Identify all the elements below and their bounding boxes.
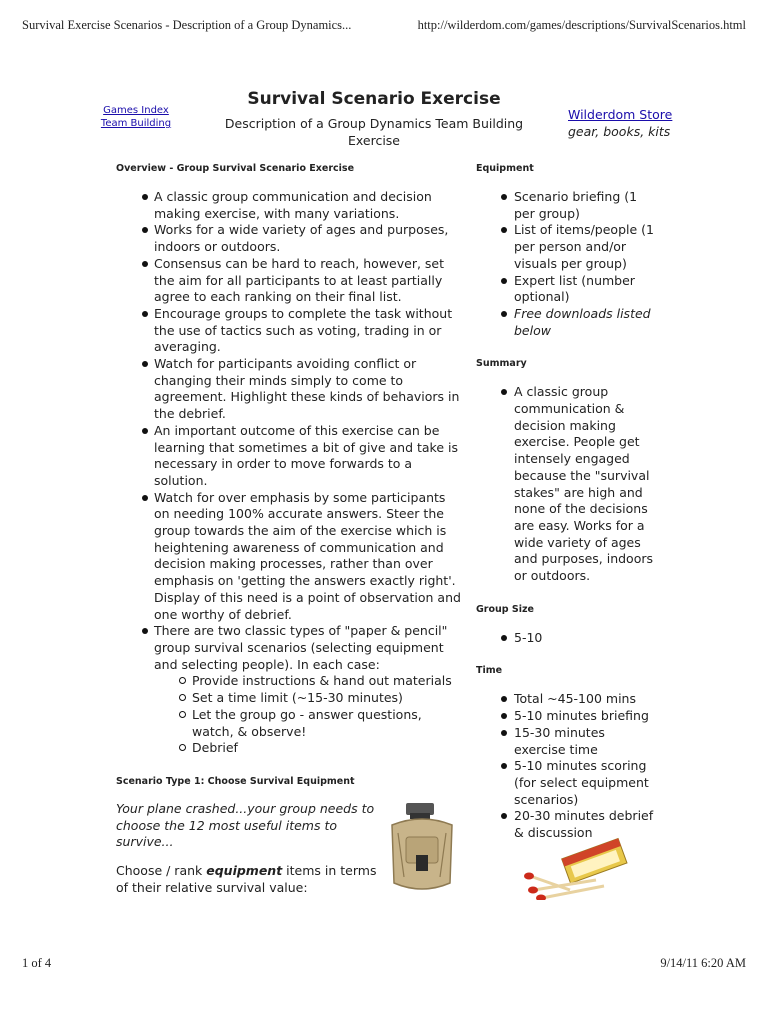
store-tagline: gear, books, kits <box>568 124 671 139</box>
print-datetime: 9/14/11 6:20 AM <box>660 956 746 970</box>
group-size-heading: Group Size <box>476 603 534 615</box>
list-item: Consensus can be hard to reach, however, set the aim for all participants to at least partially agree to each ranking on their final list. <box>154 256 462 306</box>
equipment-heading: Equipment <box>476 163 534 174</box>
time-list <box>476 691 656 841</box>
print-header-title: Survival Exercise Scenarios - Description of a Group Dynamics... <box>22 18 352 32</box>
equipment-list <box>476 189 656 339</box>
scenario-heading: Scenario Type 1: Choose Survival Equipment <box>116 775 355 787</box>
list-item: 5-10 <box>514 630 656 647</box>
group-size-list <box>476 630 656 647</box>
page-title: Survival Scenario Exercise <box>247 89 501 109</box>
list-item: 20-30 minutes debrief & discussion <box>514 808 656 841</box>
list-item: 5-10 minutes scoring (for select equipment scenarios) <box>514 758 656 808</box>
games-index-link[interactable]: Games Index <box>103 105 169 116</box>
list-item: A classic group communication and decision making exercise, with many variations. <box>154 189 462 222</box>
scenario-instruction <box>116 863 378 896</box>
list-item: List of items/people (1 per person and/or visuals per group) <box>514 222 656 272</box>
left-nav <box>100 104 172 130</box>
steps-list <box>154 673 462 757</box>
list-item: Free downloads listed below <box>514 306 656 339</box>
list-item: Set a time limit (~15-30 minutes) <box>192 690 462 707</box>
page-number: 1 of 4 <box>22 956 52 970</box>
list-item <box>154 623 462 757</box>
scenario-intro: Your plane crashed...your group needs to choose the 12 most useful items to survive... <box>116 800 375 850</box>
summary-list <box>476 384 656 584</box>
side-column <box>476 162 656 860</box>
instruction-pre: Choose / rank <box>116 863 207 879</box>
print-header <box>22 18 746 38</box>
list-item-text: There are two classic types of "paper & pencil" group survival scenarios (selecting equipment and selecting people). In each case: <box>154 623 448 672</box>
list-item: Scenario briefing (1 per group) <box>514 189 656 222</box>
list-item: A classic group communication & decision making exercise. People get intensely engaged because the "survival stakes" are high and none of the decisions are easy. Works for a wide variety of ages and purposes, indoors or outdoors. <box>514 384 656 584</box>
list-item: Watch for over emphasis by some participants on needing 100% accurate answers. Steer the group towards the aim of the exercise which is heightening awareness of communication and decision making processes, rather than over emphasis on 'getting the answers exactly right'. Display of this need is a point of observation and one worthy of debrief. <box>154 489 461 622</box>
page-subtitle: Description of a Group Dynamics Team Building Exercise <box>224 116 524 148</box>
time-heading: Time <box>476 665 503 677</box>
store-block <box>568 106 688 140</box>
list-item: Total ~45-100 mins <box>514 691 656 708</box>
list-item: An important outcome of this exercise can be learning that sometimes a bit of give and take is necessary in order to move forwards to a solution. <box>154 423 462 490</box>
main-column <box>116 162 462 908</box>
matches-image <box>524 836 634 900</box>
summary-heading: Summary <box>476 358 527 370</box>
list-item: 5-10 minutes briefing <box>514 708 656 725</box>
list-item: Watch for participants avoiding conflict or changing their minds simply to come to agreement. Highlight these kinds of behaviors in the debrief. <box>154 356 462 423</box>
print-footer <box>22 956 746 976</box>
canteen-image <box>384 803 460 893</box>
instruction-post: items in terms of their relative survival value: <box>116 863 377 895</box>
overview-list <box>116 189 462 757</box>
scenario-body <box>116 801 462 897</box>
list-item: Let the group go - answer questions, watch, & observe! <box>192 707 462 740</box>
list-item: Expert list (number optional) <box>514 273 656 306</box>
overview-heading: Overview - Group Survival Scenario Exercise <box>116 163 355 174</box>
instruction-bold: equipment <box>206 863 283 879</box>
list-item: 15-30 minutes exercise time <box>514 725 656 758</box>
store-link[interactable]: Wilderdom Store <box>568 107 673 122</box>
list-item: Debrief <box>192 740 462 757</box>
print-header-url[interactable]: http://wilderdom.com/games/descriptions/SurvivalScenarios.html <box>417 18 746 32</box>
team-building-link[interactable]: Team Building <box>100 118 172 129</box>
list-item: Encourage groups to complete the task without the use of tactics such as voting, trading in or averaging. <box>154 306 462 356</box>
list-item: Provide instructions & hand out materials <box>192 673 462 690</box>
list-item: Works for a wide variety of ages and purposes, indoors or outdoors. <box>154 222 462 255</box>
title-block <box>222 88 526 149</box>
